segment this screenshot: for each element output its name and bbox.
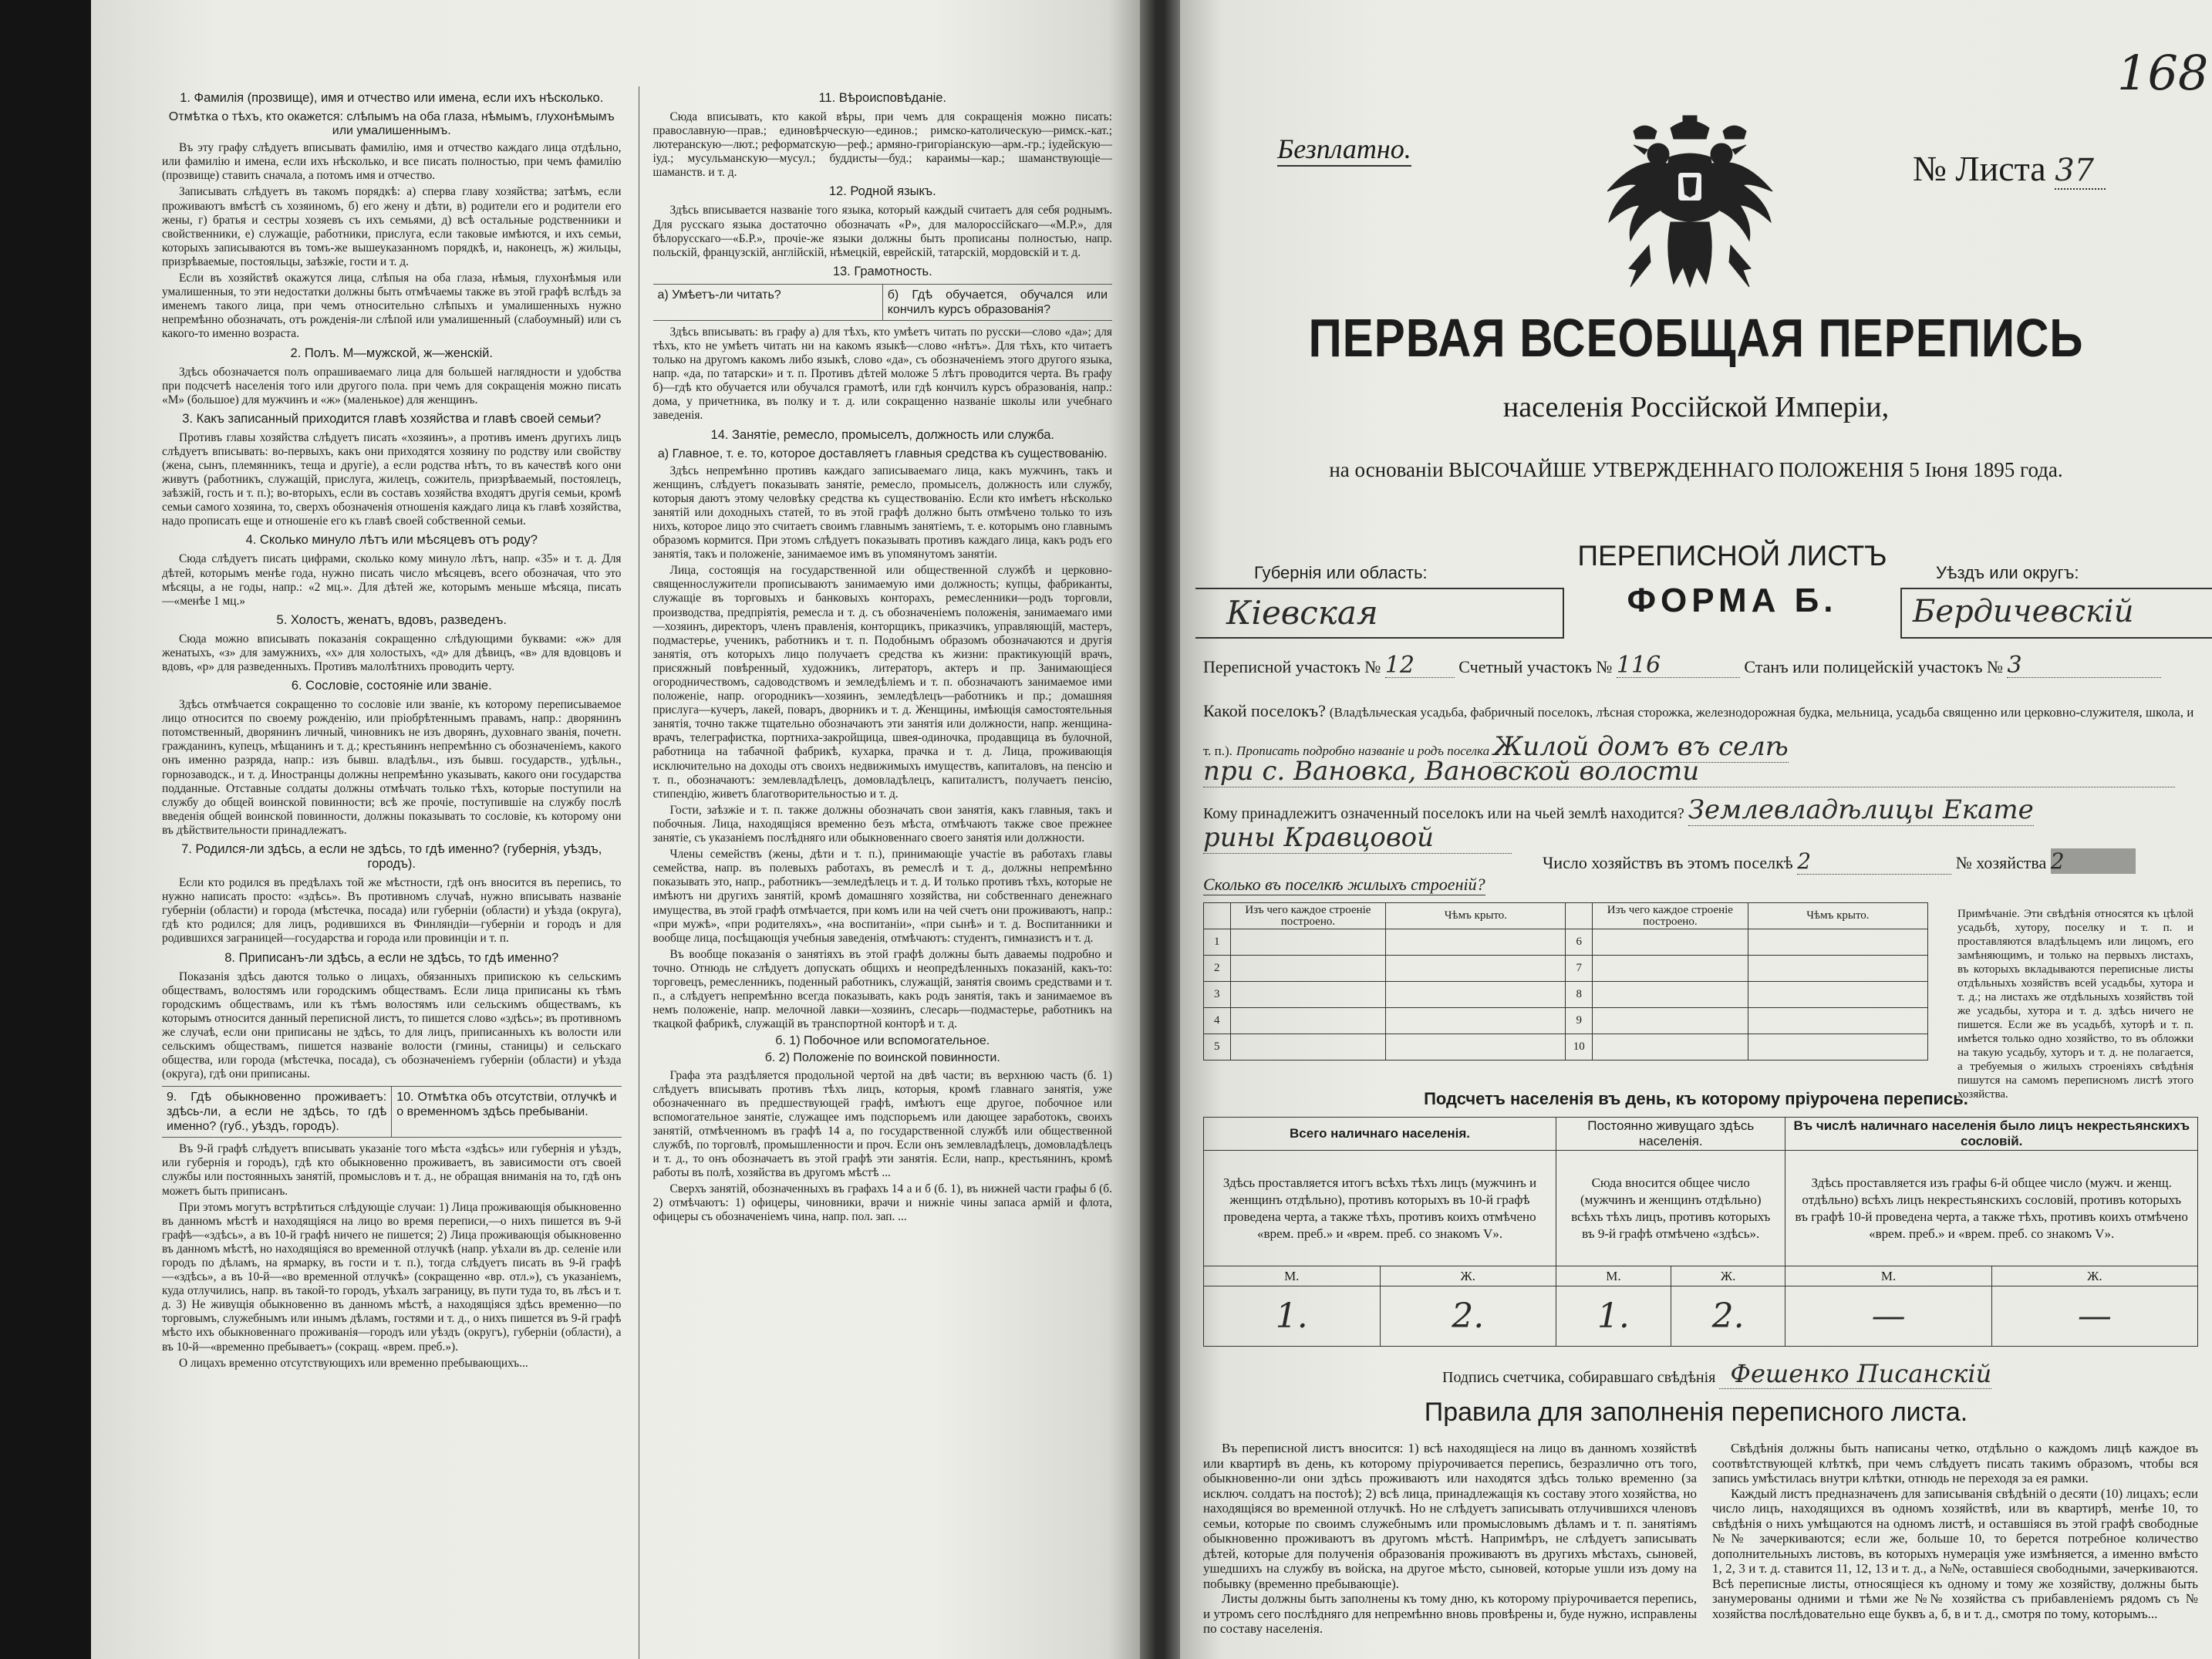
sheet-number: [1913, 148, 2106, 190]
instruction-paragraph: Здѣсь непремѣнно противъ каждаго записываемаго лица, какъ мужчинъ, такъ и женщинъ, слѣдуетъ показывать занятіе, ремесло, промыселъ, должность или службу, которыя даютъ этому человѣку средства къ существованію. Если кто имѣетъ нѣсколько занятій или доходныхъ статей, то въ этой графѣ должно быть отмѣчено только то изъ нихъ, которое лицо это считаетъ своимъ главнымъ занятіемъ, т. е. которымъ оно главнымъ образомъ кормится. При этомъ слѣдуетъ показывать противъ каждаго лица, какъ родъ его занятія, такъ и положеніе, занимаемое имъ въ упомянутомъ занятіи.: [652, 464, 1112, 561]
page-number: 168: [2117, 45, 2209, 101]
tally-value-resident-m: 1.: [1556, 1286, 1671, 1347]
instruction-paragraph: Показанія здѣсь даются только о лицахъ, обязанныхъ припискою къ сельскимъ обществамъ, волостямъ или городскимъ обществамъ. Если лица приписаны къ тѣмъ городскимъ обществамъ, или къ тѣмъ волостямъ или сельскимъ обществамъ, къ которымъ относится данный переписной листъ, то пишется слово «здѣсь»; въ противномъ же случаѣ, если они приписаны не здѣсь, то для лицъ, приписанныхъ къ волости или сельскимъ обществамъ, пишется названіе волости (гмины, станицы) и сельскаго общества, или города (мѣстечка, посада), съ обозначеніемъ губерніи (области) и уѣзда (округа), гдѣ они приписаны.: [162, 969, 622, 1081]
instruction-paragraph: Гости, заѣзжіе и т. п. также должны обозначать свои занятія, какъ главныя, такъ и побочныя. Лица, находящіяся временно безъ мѣста, отмѣчаютъ также свое прежнее занятіе, съ указаніемъ послѣдняго или обыкновеннаго своего занятія или должности.: [652, 803, 1112, 845]
settlement-hint: (Владѣльческая усадьба, фабричный поселокъ, лѣсная сторожка, железнодорожная будка, мельница, усадьба священно или церковно-служителя, школа, и т. п.).: [1203, 705, 2194, 758]
census-form-page: [1180, 0, 2212, 1659]
instruction-heading: 12. Родной языкъ.: [828, 184, 936, 199]
instruction-paragraph: Противъ главы хозяйства слѣдуетъ писать «хозяинъ», а противъ именъ другихъ лицъ слѣдуетъ вписывать: во-первыхъ, какъ они приходятся хозяину по родству или свойству (жена, сынъ, племянникъ, теща и другіе), а если родства нѣтъ, то въ качествѣ кого они живутъ (работникъ, служащій, прислуга, жилецъ, сожитель, призрѣваемый, постоялецъ, заѣзжій, гость и т. п.); во-вторыхъ, если въ составъ хозяйства входятъ другія семьи, кромѣ семьи самого хозяина, то, сверхъ обозначенія отношенія каждаго лица къ главѣ хозяйства, надо прописать еще и отношеніе его къ главѣ своей собственной семьи.: [162, 430, 622, 528]
tally-m-label-3: М.: [1785, 1266, 1991, 1286]
instruction-heading: 11. Вѣроисповѣданіе.: [818, 91, 947, 105]
instruction-paragraph: Сюда вписывать, кто какой вѣры, при чемъ для сокращенія можно писать: православную—прав.; единовѣрческую—единов.; римско-католическую—римск.-кат.; лютеранскую—лют.; реформатскую—реф.; армяно-григоріанскую—арм.-гр.; іудейскую—іуд.; мусульманскую—мусул.; буддисты—буд.; караимы—кар.; шаманствующіе—шаманств. и т. д.: [652, 110, 1112, 180]
building-roof-cell: [1748, 929, 1927, 956]
signature-value: Фешенко Писанскій: [1719, 1359, 1991, 1389]
owner-label: Кому принадлежитъ означенный поселокъ или на чьей землѣ находится?: [1203, 805, 1684, 822]
rules-column-2: [1712, 1441, 2198, 1621]
settlement-value-2: при с. Вановка, Вановской волости: [1203, 756, 2175, 787]
tally-header-resident: Постоянно живущаго здѣсь населенія.: [1556, 1118, 1785, 1151]
buildings-table: [1203, 902, 1928, 1060]
buildings-header-roof: Чѣмъ крыто.: [1386, 903, 1566, 929]
tally-zh-label-2: Ж.: [1671, 1266, 1785, 1286]
tally-value-non-peasant-zh: —: [1991, 1286, 2197, 1347]
buildings-row: [1204, 929, 1928, 956]
census-subtitle: населенія Россійской Имперіи,: [1502, 391, 1890, 423]
building-roof-cell: [1748, 1008, 1927, 1034]
book-gutter: [1140, 0, 1180, 1659]
uezd-label: Уѣздъ или округъ:: [1936, 563, 2079, 582]
household-number-label: № хозяйства: [1955, 853, 2047, 872]
tally-desc-present: Здѣсь проставляется итогъ всѣхъ тѣхъ лицъ (мужчинъ и женщинъ отдѣльно), противъ которыхъ въ 10-й графѣ проведена черта, а также тѣхъ, противъ коихъ отмѣчено «врем. преб.» и «врем. преб. со знакомъ V».: [1204, 1151, 1556, 1266]
buildings-row: [1204, 1034, 1928, 1060]
instruction-heading: 13. Грамотность.: [832, 264, 932, 278]
instruction-paragraph: Сверхъ занятій, обозначенныхъ въ графахъ 14 а и б (б. 1), въ нижней части графы б (б. 2) отмѣчаютъ: 1) офицеры, чиновники, врачи и нижніе чины запаса армій и флота, офицеры съ обозначеніемъ чина, напр. пол. зап. ...: [652, 1182, 1112, 1224]
building-material-cell: [1230, 929, 1386, 956]
instruction-paragraph: Если въ хозяйствѣ окажутся лица, слѣпыя на оба глаза, нѣмыя, глухонѣмыя или умалишенныя, то эти недостатки должны быть отмѣчаемы также въ этой графѣ вслѣдъ за именемъ такого лица, при чемъ относительно слѣпыхъ и умалишенныхъ нужно непремѣнно обозначать, отъ рожденія-ли слѣпой или умалишенный (слабоумный) или съ какого-то именно возраста.: [162, 271, 622, 341]
rules-column-1: [1203, 1441, 1697, 1637]
instruction-heading: 3. Какъ записанный приходится главѣ хозяйства и главѣ своей семьи?: [182, 411, 602, 426]
building-number: 4: [1204, 1008, 1231, 1034]
instruction-paragraph: Въ 9-й графѣ слѣдуетъ вписывать указаніе того мѣста «здѣсь» или губернія и уѣздъ, или губернія и городъ), гдѣ кто обыкновенно проживаетъ, въ зависимости отъ своей службы или постоянныхъ занятій, промысловъ и т. д., не обращая вниманія на то, гдѣ онъ можетъ быть приписанъ.: [162, 1142, 622, 1198]
building-roof-cell: [1748, 956, 1927, 982]
tally-m-label-1: М.: [1204, 1266, 1381, 1286]
building-roof-cell: [1386, 1008, 1566, 1034]
households-value: 2: [1797, 848, 1951, 875]
section-label: Переписной участокъ №: [1203, 657, 1381, 676]
building-roof-cell: [1748, 982, 1927, 1008]
instruction-heading: 14. Занятіе, ремесло, промыселъ, должность или служба.: [710, 427, 1054, 442]
building-material-cell: [1230, 1034, 1386, 1060]
owner-value-2: рины Кравцовой: [1203, 822, 1512, 854]
census-title: ПЕРВАЯ ВСЕОБЩАЯ ПЕРЕПИСЬ: [1308, 308, 2084, 368]
tally-m-label-2: М.: [1556, 1266, 1671, 1286]
gubernia-value: Кіевская: [1226, 594, 1378, 632]
tally-header-non-peasant: Въ числѣ наличнаго населенія было лицъ некрестьянскихъ сословій.: [1785, 1118, 2198, 1151]
settlement-value-1: Жилой домъ въ селѣ: [1493, 731, 1789, 762]
sheet-number-value: 37: [2055, 153, 2106, 190]
rules-title: Правила для заполненія переписного листа.: [1424, 1398, 1968, 1427]
census-decree-line: на основаніи ВЫСОЧАЙШЕ УТВЕРЖДЕННАГО ПОЛОЖЕНІЯ 5 Іюня 1895 года.: [1329, 458, 2063, 481]
instruction-subheading: б. 1) Побочное или вспомогательное.: [775, 1034, 990, 1048]
count-section-value: 116: [1617, 654, 1740, 678]
uezd-value: Бердичевскій: [1913, 594, 2134, 629]
building-roof-cell: [1386, 1034, 1566, 1060]
buildings-label: Сколько въ поселкѣ жилыхъ строеній?: [1203, 875, 1485, 894]
building-number: 1: [1204, 929, 1231, 956]
instruction-heading: 8. Приписанъ-ли здѣсь, а если не здѣсь, то гдѣ именно?: [224, 950, 559, 965]
instruction-heading: 2. Полъ. М—мужской, ж—женскій.: [290, 346, 493, 360]
buildings-header-material-2: Изъ чего каждое строеніе построено.: [1592, 903, 1748, 929]
free-label: Безплатно.: [1277, 133, 1411, 167]
buildings-row: [1204, 982, 1928, 1008]
building-material-cell: [1592, 929, 1748, 956]
owner-value-1: Землевладѣлицы Екате: [1688, 794, 2034, 825]
instructions-column-1: [162, 86, 622, 1659]
building-roof-cell: [1386, 982, 1566, 1008]
instruction-split-heading-13: [653, 284, 1113, 321]
tally-value-non-peasant-m: —: [1785, 1286, 1991, 1347]
left-page-instructions: [91, 0, 1140, 1659]
building-material-cell: [1230, 1008, 1386, 1034]
buildings-rows: [1204, 929, 1928, 1060]
instruction-subheading: б. 2) Положеніе по воинской повинности.: [764, 1051, 1000, 1065]
building-roof-cell: [1386, 956, 1566, 982]
building-number: 2: [1204, 956, 1231, 982]
instruction-paragraph: Графа эта раздѣляется продольной чертой на двѣ части; въ верхнюю часть (б. 1) слѣдуетъ вписывать противъ тѣхъ лицъ, которыя, кромѣ главнаго занятія, уже обозначеннаго въ предшествующей графѣ, имѣютъ еще другое, побочное или вспомогательное занятіе, служащее имъ подспорьемъ или дающее заработокъ, своихъ занятій, отмѣченномъ въ графѣ 14 а, по государственной службѣ или общественной службѣ, по торговлѣ, промышленности и проч. Если онъ землевладѣлецъ, домовладѣлецъ и т. д., то онъ обозначаетъ въ этой графѣ эти занятія. Если, напр., крестьянинъ, кромѣ работы въ полѣ, хозяйства въ другомъ мѣстѣ ...: [652, 1068, 1112, 1180]
building-number: 7: [1566, 956, 1593, 982]
instruction-split-heading-13-cell: а) Умѣетъ-ли читать?: [657, 288, 781, 302]
tally-title: Подсчетъ населенія въ день, къ которому пріурочена перепись.: [1424, 1089, 1968, 1108]
buildings-row: [1204, 1008, 1928, 1034]
uezd-box: [1900, 588, 2212, 639]
instruction-split-heading-9-10-cell: 10. Отмѣтка объ отсутствіи, отлучкѣ и о временномъ здѣсь пребываніи.: [391, 1087, 621, 1137]
location-line-1: [1203, 654, 2198, 679]
instruction-paragraph: При этомъ могутъ встрѣтиться слѣдующіе случаи: 1) Лица проживающія обыкновенно въ данномъ мѣстѣ и находящіяся на лицо во время переписи,—о нихъ пишется въ 9-й графѣ—«здѣсь», а въ 10-й графѣ ничего не пишется; 2) Лица проживающія обыкновенно въ данномъ мѣстѣ, но находящіяся во временной отлучкѣ (напр. уѣхали въ др. селеніе или городъ по дѣламъ, на ярмарку, въ гости и т. п.), тогда слѣдуетъ писать въ 9-й графѣ—«здѣсь», а въ 10-й—«во временной отлучкѣ» (сокращенно «вр. отл.»), съ указаніемъ, куда отлучились, напр. въ такой-то городъ, уѣхалъ заграницу, въ пути туда то, въ лѣсъ и т. д. 3) Не живущія обыкновенно въ данномъ мѣстѣ, а находящіяся здѣсь временно—по торговымъ, служебнымъ или инымъ дѣламъ, гостями и т. д., о нихъ пишется въ 9-й графѣ мѣсто ихъ обыкновеннаго проживанія—городъ или уѣздъ (округъ), губерніи (области), а въ 10-й—«временно пребываетъ» (сокращ. «врем. преб.»).: [162, 1200, 622, 1354]
instruction-heading: 7. Родился-ли здѣсь, а если не здѣсь, то гдѣ именно? (губернія, уѣздъ, городъ).: [181, 842, 602, 872]
instruction-paragraph: Въ вообще показанія о занятіяхъ въ этой графѣ должны быть даваемы подробно и точно. Отнюдь не слѣдуетъ допускать общихъ и неопредѣленныхъ показаній, какъ-то: торговецъ, ремесленникъ, поденный работникъ, служащій, занятія своимъ средствами и т. п., а слѣдуетъ непремѣнно всегда показывать, какъ родъ занятія, такъ и занимаемое въ немъ положеніе, напр. мелочной лавки—хозяинъ, слесарь—подмастерье, работникъ на ткацкой фабрикѣ, служащій въ транспортной конторѣ и т. д.: [652, 947, 1112, 1031]
tally-table: [1203, 1117, 2198, 1347]
instruction-paragraph: Сюда слѣдуетъ писать цифрами, сколько кому минуло лѣтъ, напр. «35» и т. д. Для дѣтей, которымъ менѣе года, нужно писать число мѣсяцевъ, всего обозначая, что это мѣсяцы, а не годы, напр.: «2 мц.». Для дѣтей же, которымъ меньше мѣсяца, писать—«менѣе 1 мц.»: [162, 552, 622, 608]
owner-line: [1203, 794, 2198, 825]
building-material-cell: [1230, 982, 1386, 1008]
instruction-paragraph: Если кто родился въ предѣлахъ той же мѣстности, гдѣ онъ вносится въ перепись, то нужно написать просто: «здѣсь». Въ противномъ случаѣ, нужно вписывать названіе губерніи (области) и города (мѣстечка, посада) или губерніи (области) и уѣзда (округа), гдѣ кто родился; для лицъ, родившихся въ Финляндіи—губерніи и городъ и для родившихся заграницей—государства и города или провинціи и т. п.: [162, 876, 622, 946]
settlement-label: Какой поселокъ?: [1203, 701, 1326, 720]
form-title: ПЕРЕПИСНОЙ ЛИСТЪ: [1577, 540, 1887, 572]
instructions-column-2: [639, 86, 1113, 1659]
signature-label: Подпись счетчика, собиравшаго свѣдѣнія: [1442, 1369, 1716, 1386]
instruction-paragraph: Лица, состоящія на государственной или общественной службѣ и церковно-священнослужители прописываютъ занимаемую ими должность; купцы, фабриканты, служащіе въ торговыхъ и банковыхъ конторахъ, ремесленники—родъ торговли, производства, предпріятія, ремесла и т. д. съ обозначеніемъ положенія, занимаемаго ими—хозяинъ, директоръ, членъ правленія, конторщикъ, приказчикъ, управляющій, мастеръ, подмастерье, ученикъ, работникъ и т. п. Подобнымъ образомъ обозначаются и другія занятія, отъ которыхъ лицо получаетъ средства къ жизни: практикующій врачъ, присяжный повѣренный, художникъ, литераторъ, актеръ и пр. Занимающіеся огородничествомъ, садоводствомъ и земледѣліемъ и т. п. обозначаютъ занимаемое ими положеніе, напр. огородникъ—хозяинъ, земледѣлецъ—работникъ и пр.; домашняя прислуга—кучеръ, лакей, поваръ, дворникъ и т. д. Женщины, имѣющія самостоятельныя занятія, точно также тщательно обозначаютъ эти занятія или должности, напр. женщина-врачъ, телеграфистка, портниха-закройщица, швея-одиночка, продавщица въ булочной, работница на табачной фабрикѣ, кухарка, прачка и т. д. Лица, проживающія исключительно на доходы отъ своихъ недвижимыхъ имуществъ, капиталовъ, на пенсію и т. п., обозначаютъ: землевладѣлецъ, домовладѣлецъ, капиталистъ, получаетъ пенсію, стипендію, живетъ благотворительностью и т. д.: [652, 564, 1112, 801]
building-roof-cell: [1748, 1034, 1927, 1060]
instruction-split-heading-13-cell: б) Гдѣ обучается, обучался или кончилъ курсъ образованія?: [882, 285, 1112, 320]
building-number: 10: [1566, 1034, 1593, 1060]
building-material-cell: [1592, 1008, 1748, 1034]
buildings-row: [1204, 956, 1928, 982]
buildings-header-material: Изъ чего каждое строеніе построено.: [1230, 903, 1386, 929]
form-subtitle: ФОРМА Б.: [1627, 582, 1838, 619]
instruction-heading: 4. Сколько минуло лѣтъ или мѣсяцевъ отъ роду?: [245, 533, 538, 548]
instruction-paragraph: Въ эту графу слѣдуетъ вписывать фамилію, имя и отчество каждаго лица отдѣльно, или фамилію и имена, если ихъ нѣсколько, и все писать полностью, при чемъ фамилію (прозвище) ставить сначала, а потомъ имя и отчество.: [162, 141, 622, 183]
gubernia-box: [1195, 588, 1564, 639]
tally-header-present: Всего наличнаго населенія.: [1204, 1118, 1556, 1151]
instruction-paragraph: Здѣсь отмѣчается сокращенно то сословіе или званіе, къ которому переписываемое лицо относится по своему рожденію, или пріобрѣтеннымъ правамъ, напр.: дворянинъ потомственный, дворянинъ личный, чиновникъ не изъ дворянъ, духовнаго званія, почетн. гражданинъ, купецъ, мѣщанинъ и т. д.; крестьянинъ непремѣнно съ обозначеніемъ, какого онъ именно разряда, напр.: изъ бывш. владѣльч., изъ бывш. государств., удѣльн., горнозаводск., и т. д. Иностранцы должны непремѣнно указывать, какого они государства подданные. Отставные солдаты должны отмѣчать только тѣхъ, которые поступили на службу до общей воинской повинности; всѣ же прочіе, поступившіе на службу послѣ введенія общей воинской повинности, должны показывать то сословіе, къ которому они въ дѣйствительности принадлежатъ.: [162, 698, 622, 837]
household-number-value: 2: [2051, 848, 2136, 874]
section-value: 12: [1385, 654, 1455, 678]
sheet-number-label: № Листа: [1913, 149, 2046, 188]
households-label: Число хозяйствъ въ этомъ поселкѣ: [1543, 853, 1793, 872]
building-number: 9: [1566, 1008, 1593, 1034]
instruction-paragraph: Сюда можно вписывать показанія сокращенно слѣдующими буквами: «ж» для женатыхъ, «з» для замужнихъ, «х» для холостыхъ, «д» для дѣвицъ, «в» для вдовцовъ и вдовъ, «р» для разведенныхъ. Противъ малолѣтнихъ проводить черту.: [162, 632, 622, 673]
instruction-paragraph: О лицахъ временно отсутствующихъ или временно пребывающихъ...: [179, 1356, 528, 1370]
instruction-paragraph: Здѣсь вписывается названіе того языка, который каждый считаетъ для себя роднымъ. Для русскаго языка достаточно обозначать «Р», для малороссійскаго—«М.Р.», для бѣлорусскаго—«Б.Р.», прочіе-же языки должны быть прописаны полностью, напр. польскій, французскій, англійскій, нѣмецкій, еврейскій, татарскій, мордовскій и т. д.: [652, 204, 1112, 259]
instruction-paragraph: Члены семействъ (жены, дѣти и т. п.), принимающіе участіе въ работахъ главы семейства, напр. въ полевыхъ работахъ, въ ремеслѣ и т. д., должны непремѣнно показывать это, напр., работникъ—земледѣлецъ и т. д. И только противъ тѣхъ, которые не имѣютъ ни другихъ занятій, кромѣ домашняго хозяйства, ни собственнаго денежнаго имущества, въ этой графѣ отмѣчается, при комъ или на чей счетъ они проживаютъ, напр.: «при мужѣ», «при родителяхъ», «на воспитаніи», «при сынѣ» и т. д. Воспитанники и вообще лица, посѣщающія учебныя заведенія, отмѣчаютъ: студентъ, гимназистъ и т. д.: [652, 848, 1112, 945]
imperial-eagle-emblem: [1603, 114, 1777, 304]
building-number: 6: [1566, 929, 1593, 956]
rules-text-1: Въ переписной листъ вносится: 1) всѣ находящіеся на лицо въ данномъ хозяйствѣ или квартирѣ въ день, къ которому пріурочивается перепись, безразлично отъ того, обыкновенно-ли они здѣсь проживаютъ или находятся здѣсь только временно (за исключ. солдатъ на постоѣ); 2) всѣ лица, принадлежащія къ составу этого хозяйства, но находящіяся во временной отлучкѣ. Но не слѣдуетъ записывать отлучившихся членовъ семьи, которые по своимъ служебнымъ или промысловымъ дѣламъ и т. п. занятіямъ обыкновенно проживаютъ въ другомъ мѣстѣ. Напримѣръ, не слѣдуетъ записывать дѣтей, которые для полученія образованія проживаютъ въ другихъ мѣстахъ, сыновей, ушедшихъ на службу въ войска, на другое мѣсто, сыновей, которые ушли изъ дому на побывку (временно пребывающіе).: [1203, 1441, 1697, 1591]
tally-desc-non-peasant: Здѣсь проставляется изъ графы 6-й общее число (мужч. и женщ. отдѣльно) всѣхъ лицъ некрестьянскихъ сословій, противъ которыхъ въ графѣ 10-й проведена черта, а также тѣхъ, противъ коихъ отмѣчено «врем. преб.» и «врем. преб. со знакомъ V».: [1785, 1151, 2198, 1266]
building-number: 8: [1566, 982, 1593, 1008]
gubernia-label: Губернія или область:: [1254, 563, 1428, 582]
tally-value-present-zh: 2.: [1380, 1286, 1556, 1347]
building-number: 5: [1204, 1034, 1231, 1060]
stan-value: 3: [2007, 654, 2161, 678]
building-material-cell: [1230, 956, 1386, 982]
building-material-cell: [1592, 982, 1748, 1008]
instruction-heading: 5. Холостъ, женатъ, вдовъ, разведенъ.: [276, 612, 507, 627]
instruction-paragraph: Здѣсь вписывать: въ графу а) для тѣхъ, кто умѣетъ читать по русски—слово «да»; для тѣхъ, кто не умѣетъ читать ни на какомъ языкѣ—слово «нѣтъ». Для тѣхъ, кто читаетъ только на другомъ какомъ либо языкѣ, слово «да», съ обозначеніемъ этого другого языка, напр. «да, по татарски» и т. п. Противъ дѣтей моложе 5 лѣтъ проводится черта. Въ графу б)—гдѣ кто обучается или обучался грамотѣ, или гдѣ кончилъ курсъ образованія, напр.: дома, у причетника, въ полку и т. д. или сокращенно названіе школы или учебнаго заведенія.: [652, 325, 1112, 423]
households-line: [1543, 848, 2136, 875]
building-number: 3: [1204, 982, 1231, 1008]
instruction-split-heading-9-10: [162, 1086, 622, 1138]
instruction-paragraph: Здѣсь обозначается полъ опрашиваемаго лица для большей наглядности и удобства при подсчетѣ населенія того или другого пола. при чемъ для сокращенія можно писать «М» (большое) для мужчинъ и «ж» (маленькое) для женщинъ.: [162, 365, 622, 406]
instruction-subheading: а) Главное, т. е. то, которое доставляетъ главныя средства къ существованію.: [657, 447, 1108, 460]
instruction-paragraph: Записывать слѣдуетъ въ такомъ порядкѣ: а) сперва главу хозяйства; затѣмъ, если проживаютъ вмѣстѣ съ хозяиномъ, б) его жену и дѣти, в) родители его и родители его жены, г) братья и сестры хозяевъ съ ихъ семьями, д) всѣ остальные родственники и свойственники, е) служащіе, работники, прислуга, если таковые имѣются, и ихъ семьи, которыхъ записываются въ томъ-же вышеуказанномъ порядкѣ, и, наконецъ, ж) жильцы, призрѣваемые, постояльцы, заѣзжіе, гости и т. д.: [162, 185, 622, 268]
tally-value-resident-zh: 2.: [1671, 1286, 1785, 1347]
tally-zh-label-1: Ж.: [1380, 1266, 1556, 1286]
instruction-subheading: Отмѣтка о тѣхъ, кто окажется: слѣпымъ на оба глаза, нѣмымъ, глухонѣмымъ или умалишеннымъ.: [168, 110, 615, 138]
rules-text-3: Свѣдѣнія должны быть написаны четко, отдѣльно о каждомъ лицѣ каждое въ соотвѣтствующей клѣткѣ, при чемъ слѣдуетъ писать такимъ образомъ, чтобы вся запись умѣстилась внутри клѣтки, отнюдь не переходя за ея рамки.: [1712, 1441, 2198, 1485]
instruction-heading: 1. Фамилія (прозвище), имя и отчество или имена, если ихъ нѣсколько.: [180, 91, 604, 105]
signature-line: [1442, 1359, 1991, 1388]
buildings-note: Примѣчаніе. Эти свѣдѣнія относятся къ цѣлой усадьбѣ, хутору, поселку и т. п. и проставляются владѣльцемъ или лицомъ, его замѣняющимъ, и только на первыхъ листахъ, въ которыхъ вкладываются переписные листы отдѣльныхъ хозяйствъ всей усадьбы, хутора и т. д.; на листахъ же отдѣльныхъ хозяйствъ той же усадьбы, хутора и т. д. здѣсь ничего не пишется. Если же въ усадьбѣ, хуторѣ и т. п. имѣется только одно хозяйство, то въ обложки на такую усадьбу, хуторъ и т. д. не полагается, а требуемыя о жилыхъ строеніяхъ свѣдѣнія пишутся на самомъ переписномъ листѣ этого хозяйства.: [1957, 908, 2193, 1101]
stan-label: Станъ или полицейскій участокъ №: [1744, 657, 2003, 676]
instruction-heading: 6. Сословіе, состояніе или званіе.: [291, 679, 492, 693]
count-section-label: Счетный участокъ №: [1458, 657, 1613, 676]
header-block: [1195, 540, 2212, 642]
tally-desc-resident: Сюда вносится общее число (мужчинъ и женщинъ отдѣльно) всѣхъ тѣхъ лицъ, противъ которыхъ въ 9-й графѣ отмѣчено «здѣсь».: [1556, 1151, 1785, 1266]
tally-zh-label-3: Ж.: [1991, 1266, 2197, 1286]
instruction-split-heading-9-10-cell: 9. Гдѣ обыкновенно проживаетъ: здѣсь-ли, а если не здѣсь, то гдѣ именно? (губ., уѣздъ, городъ).: [167, 1091, 387, 1134]
rules-text-2: Листы должны быть заполнены къ тому дню, къ которому пріурочивается перепись, и утромъ сего послѣдняго для непремѣнно вновь провѣрены и, буде нужно, исправлены по составу населенія.: [1203, 1591, 1697, 1636]
building-roof-cell: [1386, 929, 1566, 956]
tally-value-present-m: 1.: [1204, 1286, 1381, 1347]
building-material-cell: [1592, 956, 1748, 982]
buildings-header-roof-2: Чѣмъ крыто.: [1748, 903, 1927, 929]
building-material-cell: [1592, 1034, 1748, 1060]
rules-text-4: Каждый листъ предназначенъ для записыванія свѣдѣній о десяти (10) лицахъ; если число лицъ, находящихся въ одномъ хозяйствѣ, или въ квартирѣ, менѣе 10, то свѣдѣнія о нихъ умѣщаются на одномъ листѣ, и оставшіяся въ этой графѣ свободные №№ зачеркиваются; если же, больше 10, то берется потребное количество дополнительныхъ листовъ, въ которыхъ нумерація уже измѣняется, а именно вмѣсто 1, 2, 3 и т. д. ставится 11, 12, 13 и т. д., а №№, оставшіеся свободными, зачеркиваются. Всѣ переписные листы, относящіеся къ одному и тому же хозяйству, должны быть занумерованы одними и тѣми же №№ хозяйства съ прибавленіемъ рядомъ съ № хозяйства послѣдовательно еще буквъ а, б, в и т. д., смотря по тому, которымъ...: [1712, 1485, 2198, 1621]
settlement-instruction: Прописать подробно названіе и родъ поселка: [1236, 744, 1490, 758]
